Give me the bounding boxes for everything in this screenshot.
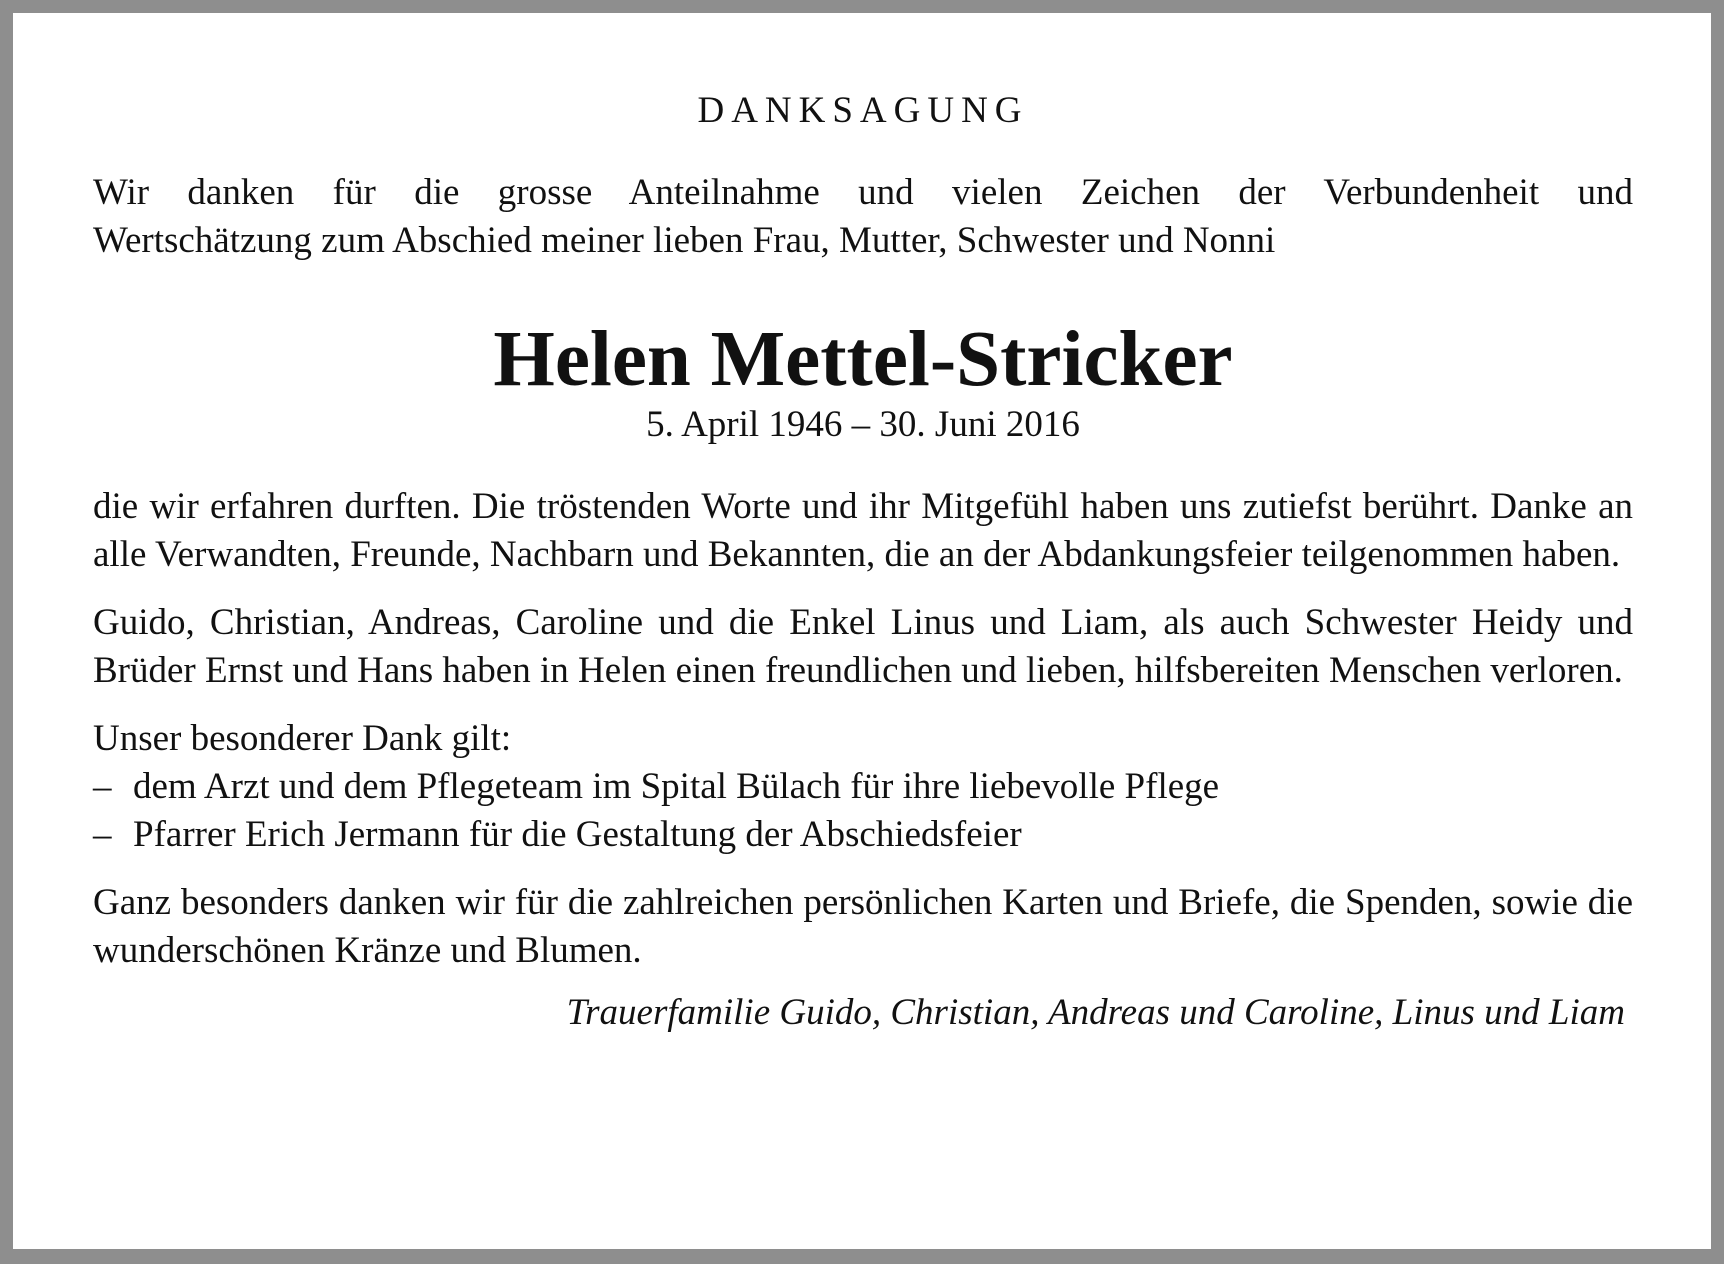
life-dates: 5. April 1946 – 30. Juni 2016 <box>646 404 1080 445</box>
paragraph-cards: Ganz besonders danken wir für die zahlreichen persönlichen Karten und Briefe, die Spenden, sowie die wunderschönen Kränze und Blumen. <box>93 882 1633 971</box>
list-item-text: dem Arzt und dem Pflegeteam im Spital Bülach für ihre liebevolle Pflege <box>133 766 1220 807</box>
paragraph-gratitude: die wir erfahren durften. Die tröstenden Worte und ihr Mitgefühl haben uns zutiefst berührt. Danke an alle Verwandten, Freunde, Nachbarn und Bekannten, die an der Abdankungsfeier teilgenommen haben. <box>93 486 1633 575</box>
deceased-name: Helen Mettel-Stricker <box>493 316 1233 403</box>
intro-line-2: Wertschätzung zum Abschied meiner lieben Frau, Mutter, Schwester und Nonni <box>93 220 1276 261</box>
notice-content <box>93 13 1633 1037</box>
special-thanks <box>93 715 1633 859</box>
dash-marker: – <box>93 766 112 807</box>
notice-page <box>13 13 1711 1249</box>
paragraph-family: Guido, Christian, Andreas, Caroline und die Enkel Linus und Liam, als auch Schwester Heidy und Brüder Ernst und Hans haben in Helen einen freundlichen und lieben, hilfsbereiten Menschen verloren. <box>93 602 1633 691</box>
notice-heading: DANKSAGUNG <box>697 90 1029 131</box>
intro-text <box>93 169 1633 265</box>
dash-marker: – <box>93 814 112 855</box>
special-thanks-list <box>93 763 1633 859</box>
signature: Trauerfamilie Guido, Christian, Andreas und Caroline, Linus und Liam <box>566 992 1625 1033</box>
list-item-text: Pfarrer Erich Jermann für die Gestaltung der Abschiedsfeier <box>133 814 1022 855</box>
special-thanks-intro: Unser besonderer Dank gilt: <box>93 718 512 759</box>
list-item <box>93 811 1633 859</box>
list-item <box>93 763 1633 811</box>
intro-line-1: Wir danken für die grosse Anteilnahme und vielen Zeichen der Verbundenheit und <box>93 172 1633 213</box>
